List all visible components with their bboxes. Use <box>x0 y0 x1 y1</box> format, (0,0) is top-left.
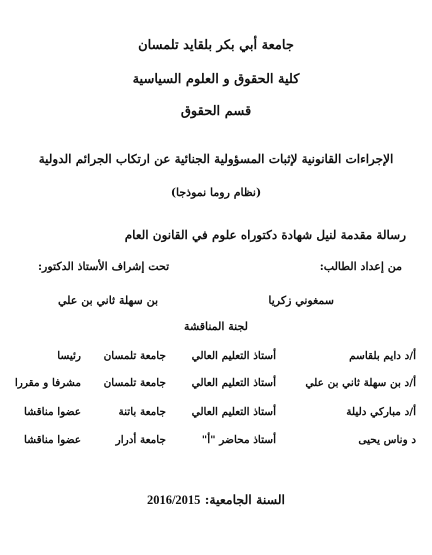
academic-year-value: 2016/2015 <box>146 493 201 507</box>
academic-year <box>0 492 432 508</box>
member-university: جامعة تلمسان <box>103 377 166 389</box>
committee-member <box>8 406 416 426</box>
supervisor-name: بن سهلة ثاني بن علي <box>58 294 159 307</box>
member-role: عضوا مناقشا <box>24 434 81 446</box>
student-label: من إعداد الطالب: <box>319 260 402 273</box>
member-name: د وناس يحيى <box>358 434 416 446</box>
member-role: رئيسا <box>57 350 81 362</box>
member-name: أ/د مباركي دليلة <box>346 406 416 418</box>
member-university: جامعة تلمسان <box>103 350 166 362</box>
member-role: مشرفا و مقررا <box>14 377 81 389</box>
committee-member <box>8 434 416 454</box>
member-rank: أستاذ التعليم العالي <box>191 377 276 389</box>
member-rank: أستاذ محاضر "أ" <box>201 434 276 446</box>
member-university: جامعة باتنة <box>118 406 166 418</box>
member-rank: أستاذ التعليم العالي <box>191 350 276 362</box>
member-university: جامعة أدرار <box>115 434 166 446</box>
academic-year-label: السنة الجامعية: <box>204 492 286 507</box>
member-name: أ/د بن سهلة ثاني بن علي <box>305 377 416 389</box>
committee-member <box>8 377 416 397</box>
department-name: قسم الحقوق <box>180 104 252 119</box>
thesis-title: الإجراءات القانونية لإثبات المسؤولية الجنائية عن ارتكاب الجرائم الدولية <box>38 152 394 166</box>
university-name: جامعة أبي بكر بلقايد تلمسان <box>138 38 294 53</box>
supervisor-label: تحت إشراف الأستاذ الدكتور: <box>38 260 170 273</box>
faculty-name: كلية الحقوق و العلوم السياسية <box>132 72 300 87</box>
committee-heading: لجنة المناقشة <box>184 320 248 333</box>
member-rank: أستاذ التعليم العالي <box>191 406 276 418</box>
student-name: سمغوني زكريا <box>268 294 334 307</box>
committee-member <box>8 350 416 370</box>
thesis-subtitle: (نظام روما نموذجا) <box>170 186 262 199</box>
thesis-purpose: رسالة مقدمة لنيل شهادة دكتوراه علوم في القانون العام <box>124 228 406 242</box>
member-name: أ/د دايم بلقاسم <box>349 350 416 362</box>
member-role: عضوا مناقشا <box>24 406 81 418</box>
